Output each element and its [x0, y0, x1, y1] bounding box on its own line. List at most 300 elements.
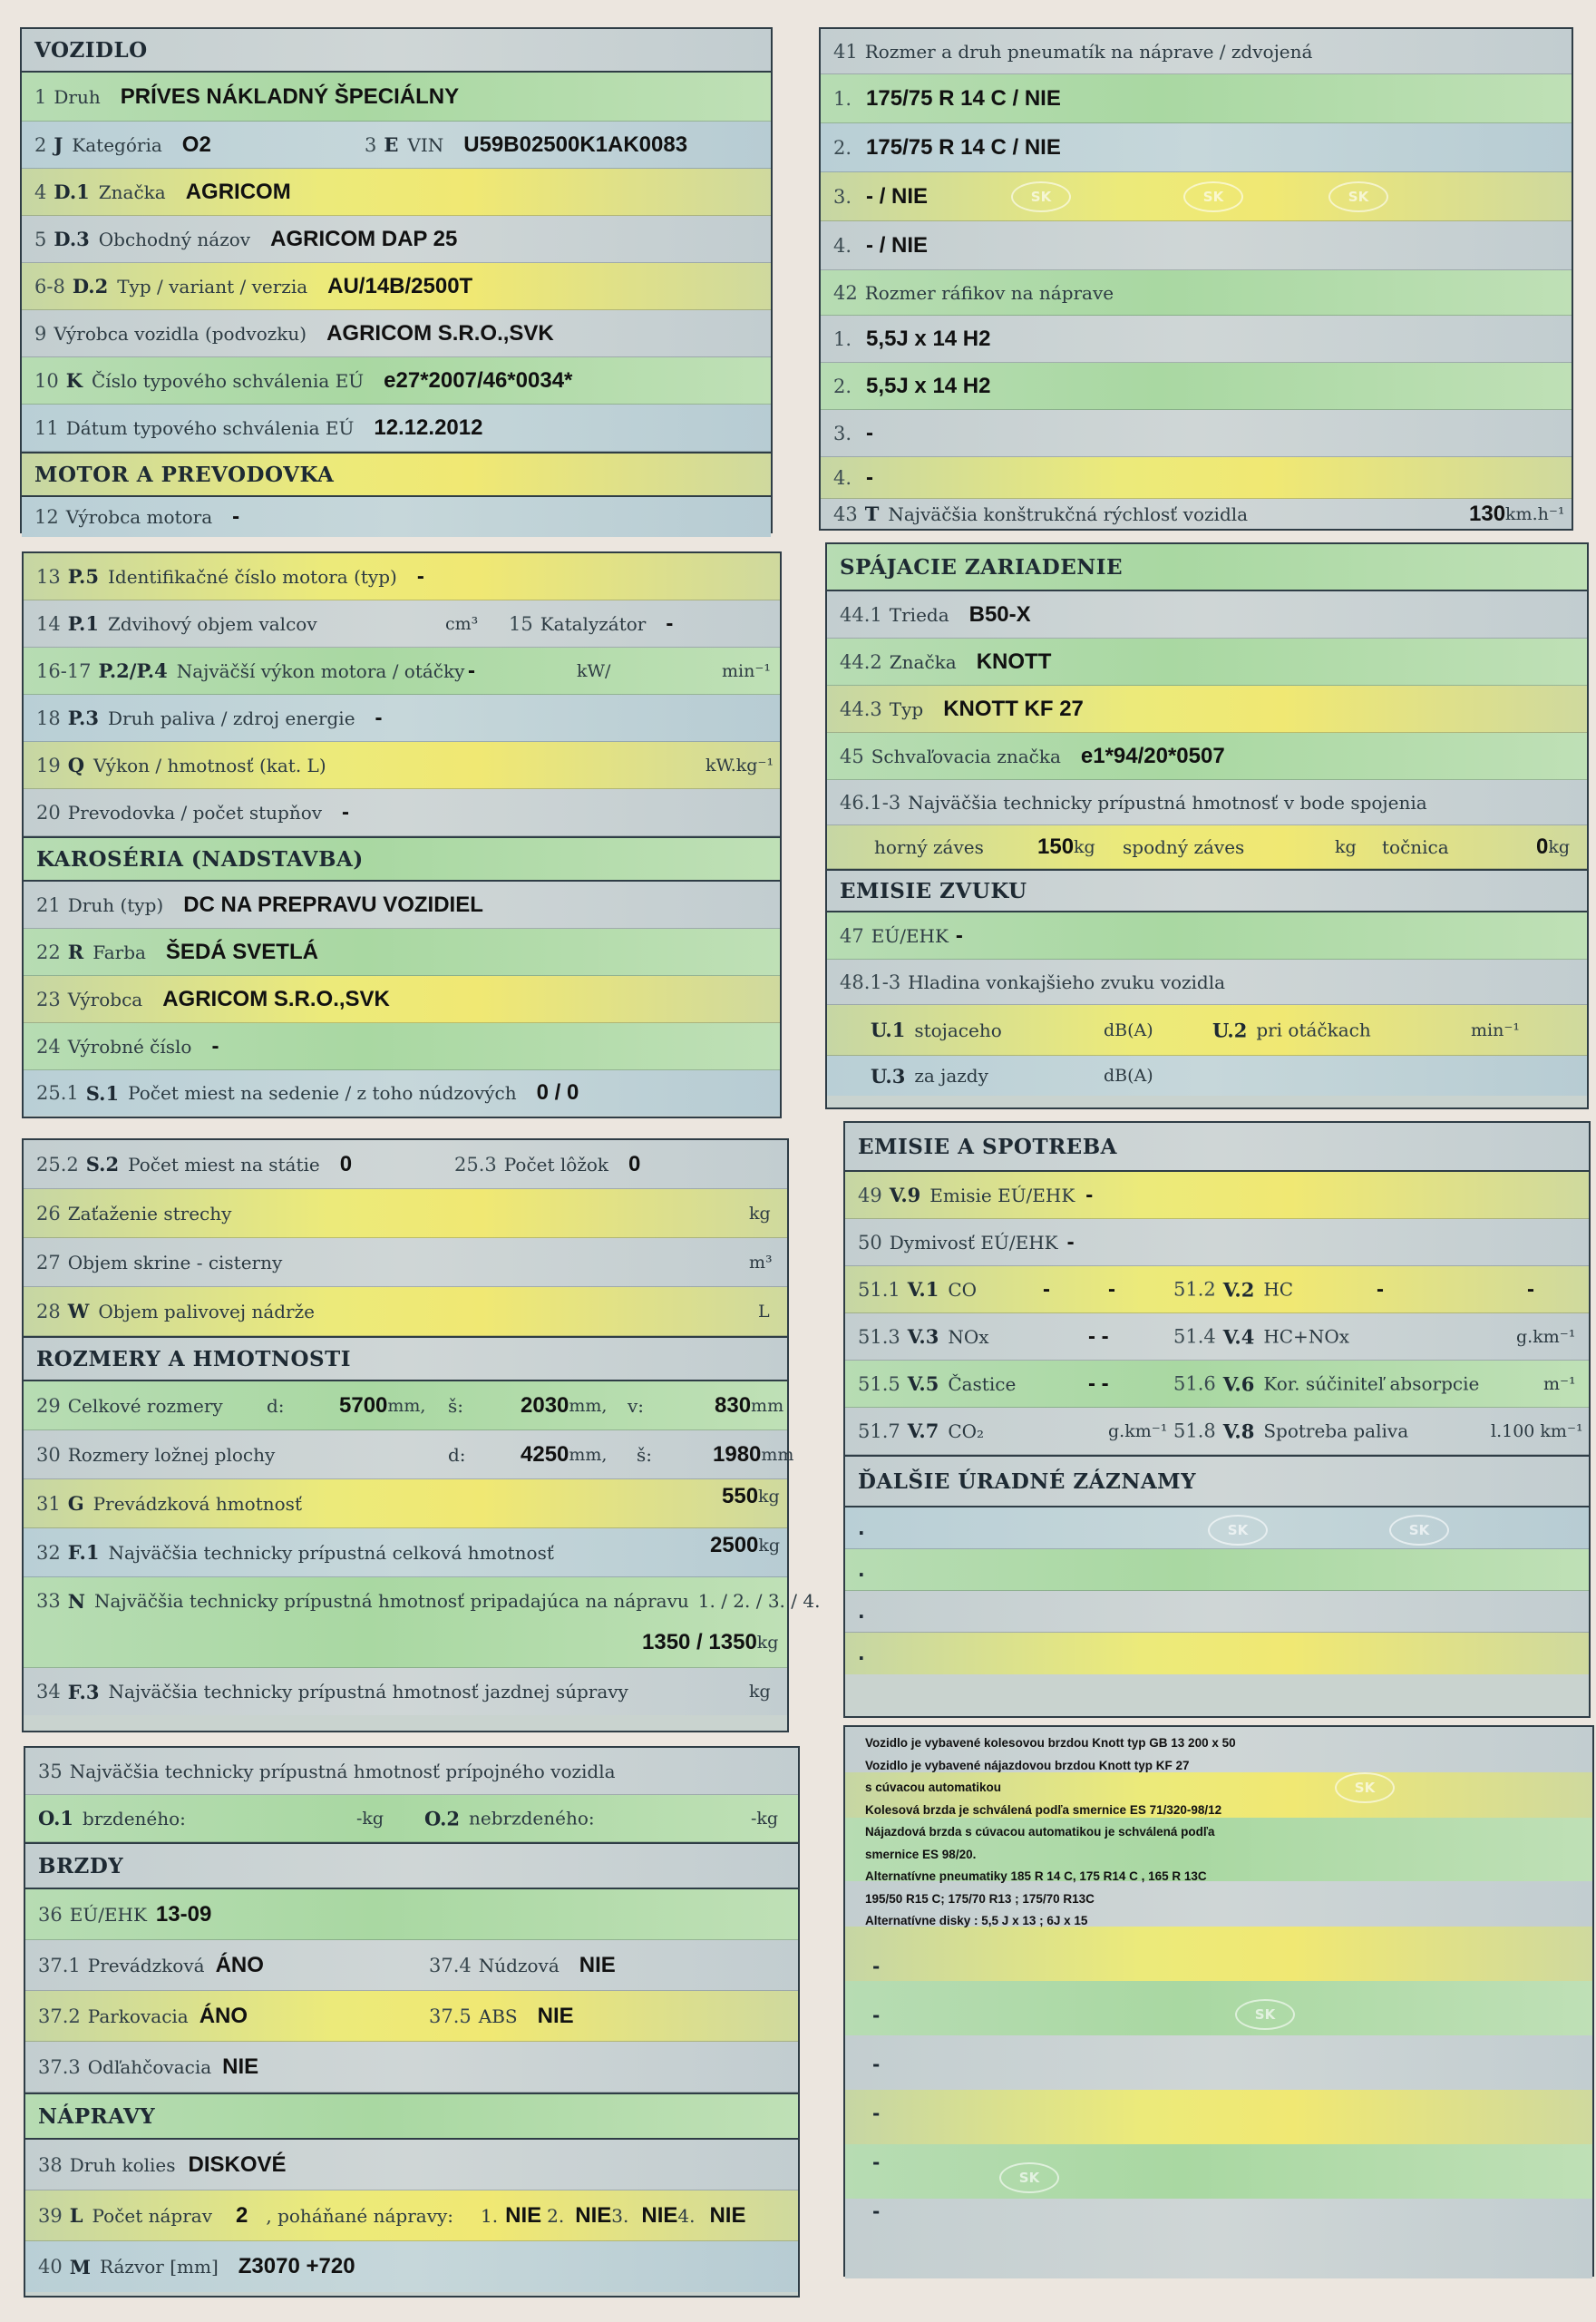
abs-group: [429, 2004, 574, 2029]
beds-value: 0: [628, 1151, 641, 1176]
field-number: 29: [36, 1394, 61, 1417]
field-number: 32: [36, 1541, 61, 1564]
field-number: 31: [36, 1492, 61, 1515]
row-u1: [827, 1005, 1587, 1056]
tyre-2-value: 175/75 R 14 C / NIE: [866, 134, 1061, 160]
field-code: V.8: [1222, 1420, 1255, 1442]
emergency-brake-value: NIE: [579, 1952, 616, 1977]
fifth-wheel-group: [1536, 834, 1570, 860]
tyre-row-3: [821, 172, 1572, 221]
field-code: K: [65, 369, 83, 392]
field-label: Rozmer a druh pneumatík na nápravе / zdvojená: [864, 40, 1313, 63]
field-number: 28: [36, 1300, 61, 1322]
row-40: [25, 2241, 798, 2292]
row-37-3: [25, 2042, 798, 2093]
unit-kg: kg: [756, 1633, 779, 1653]
field-label: Druh paliva / zdroj energie: [107, 707, 355, 729]
field-code: W: [67, 1300, 90, 1322]
row-13: [24, 553, 780, 600]
manufacturer-value: AGRICOM S.R.O.,SVK: [326, 320, 554, 346]
field-label: Schvaľovacia značka: [871, 745, 1061, 767]
field-number: 49: [858, 1184, 882, 1206]
row-38: [25, 2140, 798, 2190]
spajacie-header: [827, 544, 1587, 591]
zaznamy-header: [845, 1455, 1589, 1507]
approval-number-value: e27*2007/46*0034*: [384, 367, 573, 393]
field-label: Najväčšia technicky prípustná hmotnosť pripadajúca na nápravu: [93, 1590, 689, 1612]
field-code: S.2: [85, 1153, 120, 1176]
row-47: [827, 912, 1587, 960]
spajacie-panel: [825, 542, 1589, 1109]
make-value: AGRICOM: [185, 179, 291, 204]
axle-mass-value: 1350 / 1350: [642, 1630, 757, 1654]
field-number: 39: [38, 2204, 63, 2227]
brake-standard-value: 13-09: [155, 1901, 212, 1927]
field-number: 51.7: [858, 1420, 900, 1442]
field-code: V.7: [907, 1420, 939, 1442]
field-code: U.2: [1212, 1019, 1248, 1041]
field-label: Najväčšia technicky prípustná hmotnosť prípojného vozidla: [69, 1760, 616, 1782]
field-number: 47: [840, 924, 864, 947]
rim-row-4: [821, 457, 1572, 499]
row-o1: [25, 1795, 798, 1842]
note-line: smernice ES 98/20.: [865, 1847, 977, 1861]
field-label: za jazdy: [914, 1065, 988, 1087]
field-label: EÚ/EHK: [871, 924, 949, 947]
field-code: L: [69, 2204, 83, 2227]
field-number: 14: [36, 612, 61, 635]
note-line: Kolesová brzda je schválená podľa smernice ES 71/320-98/12: [865, 1802, 1222, 1817]
field-number: 46.1-3: [840, 791, 901, 814]
field-label: Núdzová: [478, 1954, 560, 1976]
field-code: V.9: [889, 1184, 921, 1206]
wheel-type-value: DISKOVÉ: [188, 2151, 287, 2177]
row-50: [845, 1219, 1589, 1266]
field-number: 1.: [833, 327, 852, 350]
row-29: [24, 1381, 787, 1430]
abs-value: NIE: [537, 2003, 574, 2028]
serial-value: -: [211, 1033, 219, 1059]
tyre-row-4: [821, 221, 1572, 270]
unit-mm: mm: [761, 1444, 794, 1465]
field-code: U.1: [871, 1019, 906, 1041]
field-number: 12: [34, 506, 59, 528]
approval-mark-value: e1*94/20*0507: [1080, 743, 1225, 768]
color-value: ŠEDÁ SVETLÁ: [165, 939, 318, 964]
field-code: D.2: [72, 275, 109, 298]
field-label: Kategória: [72, 133, 162, 156]
field-label: Počet náprav: [92, 2204, 213, 2227]
row-28: [24, 1287, 787, 1336]
category-value: O2: [181, 132, 211, 157]
spotreba-header: [845, 1123, 1589, 1172]
field-code: T: [864, 502, 880, 525]
field-code: V.5: [907, 1372, 939, 1395]
spotreba-panel: [843, 1121, 1591, 1718]
notes-panel: [843, 1725, 1594, 2277]
row-49: [845, 1172, 1589, 1219]
field-label: horný záves: [874, 835, 984, 858]
record-line-1: [845, 1507, 1589, 1549]
napravy-header: [25, 2093, 798, 2140]
vehicle-type-value: PRÍVES NÁKLADNÝ ŠPECIÁLNY: [120, 83, 460, 109]
field-label: Rázvor [mm]: [99, 2256, 219, 2278]
unit-kg: kg: [1335, 836, 1357, 857]
unit-dba: dB(A): [1104, 1020, 1153, 1040]
field-number: 3: [365, 133, 377, 156]
note-line: Nájazdová brzda s cúvacou automatikou je schválená podľa: [865, 1825, 1215, 1839]
row-42: [821, 270, 1572, 316]
row-41: [821, 29, 1572, 74]
field-label: Druh: [54, 85, 101, 108]
width-group: [521, 1393, 607, 1419]
field-number: 2.: [833, 136, 852, 159]
field-code: P.5: [67, 565, 99, 588]
note-line: 195/50 R15 C; 175/70 R13 ; 175/70 R13C: [865, 1891, 1095, 1906]
row-44-3: [827, 686, 1587, 733]
field-label: Farba: [92, 941, 146, 963]
field-number: 43: [833, 502, 858, 525]
note-dash: -: [872, 2151, 881, 2173]
record-line-3: [845, 1591, 1589, 1633]
row-32: [24, 1528, 787, 1577]
u2-group: [1212, 1019, 1371, 1041]
unit-mm: mm,: [387, 1395, 426, 1416]
field-code: P.1: [67, 612, 99, 635]
row-36: [25, 1889, 798, 1940]
catalyst-group: [509, 611, 673, 637]
retarder-value: NIE: [222, 2054, 259, 2079]
co-value: -: [1043, 1276, 1050, 1302]
field-label: Častice: [948, 1372, 1017, 1395]
note-dash: -: [872, 1956, 881, 1977]
field-number: 20: [36, 801, 61, 824]
field-label: HC: [1263, 1278, 1294, 1301]
field-label: Emisie EÚ/EHK: [929, 1184, 1075, 1206]
row-25-1: [24, 1070, 780, 1116]
field-label: pri otáčkach: [1256, 1019, 1371, 1041]
field-code: N: [67, 1590, 85, 1613]
rim-1-value: 5,5J x 14 H2: [866, 326, 991, 351]
field-label: Rozmer ráfikov na nápravе: [864, 281, 1114, 304]
field-label: Prevádzková hmotnosť: [92, 1492, 302, 1515]
field-label: Výrobca motora: [65, 506, 213, 528]
field-label: VIN: [407, 133, 444, 156]
field-number: 4.: [833, 234, 852, 257]
row-46-2: [827, 825, 1587, 869]
field-number: 11: [34, 416, 59, 439]
body-maker-value: AGRICOM S.R.O.,SVK: [162, 986, 390, 1011]
field-code: D.3: [54, 228, 90, 250]
field-label: Zdvihový objem valcov: [107, 612, 317, 635]
field-code: F.3: [67, 1680, 100, 1703]
field-label: Spotreba paliva: [1263, 1420, 1409, 1442]
field-number: 23: [36, 988, 61, 1010]
zaznamy-header-text: ĎALŠIE ÚRADNÉ ZÁZNAMY: [858, 1468, 1197, 1494]
field-label: Rozmery ložnej plochy: [67, 1443, 276, 1466]
row-51-5: [845, 1361, 1589, 1408]
unit-gkm: g.km⁻¹: [1108, 1420, 1168, 1441]
axle-2-value: NIE: [575, 2202, 612, 2228]
field-label: Počet miest na státie: [128, 1153, 320, 1176]
field-number: 6-8: [34, 275, 65, 298]
motor-header: [22, 452, 771, 497]
load-length-value: 4250: [521, 1441, 569, 1467]
row-19: [24, 742, 780, 789]
row-u3: [827, 1056, 1587, 1096]
field-label: Odľahčovacia: [87, 2055, 212, 2078]
tyre-row-1: [821, 74, 1572, 123]
unit-dba: dB(A): [1104, 1066, 1153, 1086]
body-type-value: DC NA PREPRAVU VOZIDIEL: [183, 892, 483, 917]
tyre-1-value: 175/75 R 14 C / NIE: [866, 85, 1061, 111]
mass-group: [710, 1533, 780, 1558]
field-number: 21: [36, 893, 61, 916]
field-number: 37.2: [38, 2005, 81, 2027]
field-number: 42: [833, 281, 858, 304]
row-48: [827, 960, 1587, 1005]
field-number: 51.8: [1173, 1420, 1216, 1442]
length-value: 5700: [339, 1392, 388, 1418]
field-number: 2: [34, 133, 47, 156]
rozmery-panel: [22, 1138, 821, 1732]
field-label: Najväčšia technicky prípustná hmotnosť v bode spojenia: [908, 791, 1427, 814]
row-44-2: [827, 639, 1587, 686]
axle-1-value: NIE: [505, 2202, 542, 2228]
karoseria-header: [24, 836, 780, 882]
spotreba-header-text: EMISIE A SPOTREBA: [858, 1134, 1117, 1159]
absorption-group: [1173, 1372, 1479, 1395]
length-label: d:: [448, 1443, 466, 1466]
field-number: 3.: [833, 185, 852, 208]
field-code: E: [384, 133, 399, 156]
field-code: J: [54, 133, 63, 156]
field-label: Identifikačné číslo motora (typ): [107, 565, 397, 588]
field-number: 19: [36, 754, 61, 776]
notes-text: [865, 1732, 1236, 1933]
unit-kg: kg: [1074, 836, 1095, 857]
sk-watermark-icon: SK: [1208, 1515, 1268, 1546]
sk-watermark-icon: SK: [1389, 1515, 1449, 1546]
field-code: M: [69, 2255, 91, 2278]
width-value: 2030: [521, 1392, 569, 1418]
napravy-header-text: NÁPRAVY: [38, 2103, 156, 2129]
row-44-1: [827, 591, 1587, 639]
gearbox-value: -: [342, 799, 350, 824]
row-1-druh: [22, 73, 771, 122]
field-code: P.2/P.4: [98, 659, 168, 682]
row-5-obchodny-nazov: [22, 216, 771, 263]
field-code: V.6: [1222, 1372, 1255, 1395]
wheelbase-value: Z3070 +720: [238, 2254, 355, 2278]
width-label: š:: [448, 1394, 464, 1417]
sk-watermark-icon: SK: [1183, 181, 1243, 212]
row-23: [24, 976, 780, 1023]
row-51-7: [845, 1408, 1589, 1455]
vozidlo-panel: [20, 27, 773, 533]
tyre-3-value: - / NIE: [866, 183, 929, 209]
field-number: 2.: [833, 375, 852, 397]
field-label: Typ / variant / verzia: [117, 275, 308, 298]
unit-kg: kg: [758, 1486, 780, 1507]
field-label: Kor. súčiniteľ absorpcie: [1263, 1372, 1480, 1395]
field-number: 48.1-3: [840, 971, 901, 993]
field-label: Celkové rozmery: [67, 1394, 223, 1417]
row-14: [24, 600, 780, 648]
field-label: Značka: [98, 180, 166, 203]
karoseria-header-text: KAROSÉRIA (NADSTAVBA): [36, 846, 364, 872]
unit-kw-kg: kW.kg⁻¹: [706, 755, 774, 776]
vozidlo-header: [22, 29, 771, 73]
length-label: d:: [267, 1394, 285, 1417]
record-dot: .: [858, 1643, 865, 1664]
field-label: Druh kolies: [69, 2153, 176, 2176]
note-line: Alternatívne disky : 5,5 J x 13 ; 6J x 15: [865, 1914, 1088, 1927]
field-number: 22: [36, 941, 61, 963]
field-number: 51.3: [858, 1325, 900, 1348]
unit-l-100km: l.100 km⁻¹: [1491, 1420, 1583, 1441]
trade-name-value: AGRICOM DAP 25: [270, 226, 458, 251]
field-number: 40: [38, 2256, 63, 2278]
operating-mass-value: 550: [722, 1483, 759, 1508]
catalyst-value: -: [666, 610, 674, 636]
sk-watermark-icon: SK: [1335, 1772, 1395, 1803]
nox-value: - -: [1088, 1323, 1109, 1349]
field-label: Zaťaženie strechy: [67, 1202, 232, 1224]
height-group: [715, 1393, 783, 1419]
note-line: Vozidlo je vybavené nájazdovou brzdou Knott typ KF 27: [865, 1758, 1190, 1772]
row-31: [24, 1479, 787, 1528]
field-number: 15: [509, 612, 533, 635]
emisie-zvuku-header: [827, 869, 1587, 912]
field-number: 5: [34, 228, 47, 250]
note-dash: -: [872, 2005, 881, 2026]
unit-kg: kg: [749, 1203, 771, 1224]
field-code: G: [67, 1492, 84, 1515]
field-label: točnica: [1382, 835, 1449, 858]
length-group: [339, 1393, 425, 1419]
field-code: U.3: [871, 1064, 906, 1088]
row-6-typ: [22, 263, 771, 310]
row-27: [24, 1238, 787, 1287]
field-number: 51.2: [1173, 1278, 1216, 1301]
note-line: Vozidlo je vybavené kolesovou brzdou Knott typ GB 13 200 x 50: [865, 1736, 1236, 1750]
note-dash: -: [872, 2054, 881, 2075]
hc-value: -: [1377, 1276, 1384, 1302]
row-12-vyrobca-motora: [22, 497, 771, 537]
rim-2-value: 5,5J x 14 H2: [866, 373, 991, 398]
row-26: [24, 1189, 787, 1238]
unit-m: m⁻¹: [1543, 1373, 1576, 1394]
field-number: 3.: [833, 422, 852, 444]
field-number: 44.2: [840, 650, 882, 673]
row-33: [24, 1577, 821, 1668]
field-number: 26: [36, 1202, 61, 1224]
field-number: 34: [36, 1681, 61, 1702]
field-number: 10: [34, 369, 59, 392]
emisie-zvuku-header-text: EMISIE ZVUKU: [840, 878, 1027, 903]
row-21: [24, 882, 780, 929]
engine-maker-value: -: [232, 504, 240, 529]
field-number: 1: [34, 85, 47, 108]
brzdy-header: [25, 1842, 798, 1889]
hcnox-group: [1173, 1325, 1349, 1348]
field-number: 4: [34, 180, 47, 203]
field-number: 24: [36, 1035, 61, 1058]
upper-hitch-value: 150: [1037, 834, 1075, 859]
field-number: 51.4: [1173, 1325, 1216, 1348]
field-code: S.1: [85, 1081, 120, 1105]
parking-brake-value: ÁNO: [199, 2003, 248, 2028]
field-label: HC+NOx: [1263, 1325, 1349, 1348]
field-label: Výkon / hmotnosť (kat. L): [93, 754, 326, 776]
field-label: Najväčšia technicky prípustná hmotnosť jazdnej súpravy: [108, 1681, 628, 1702]
smoke-value: -: [1066, 1229, 1075, 1254]
field-label: Najväčší výkon motora / otáčky: [176, 659, 465, 682]
field-label: Objem skrine - cisterny: [67, 1251, 283, 1273]
row-4-znacka: [22, 169, 771, 216]
seats-value: 0 / 0: [536, 1080, 579, 1105]
unit-m3: m³: [749, 1252, 773, 1273]
unit-cm3: cm³: [445, 613, 479, 634]
axle-count-value: 2: [236, 2202, 248, 2228]
row-10-schvalenie: [22, 357, 771, 405]
axle-3-label: 3.: [611, 2204, 629, 2227]
hc-value-2: -: [1527, 1276, 1534, 1302]
axle-1-label: 1.: [481, 2204, 499, 2227]
field-number: 50: [858, 1231, 882, 1254]
coupling-make-value: KNOTT: [976, 649, 1052, 674]
width-label: š:: [637, 1443, 653, 1466]
unbraked-group: [424, 1807, 595, 1829]
field-number: 36: [38, 1903, 63, 1926]
co-value-2: -: [1108, 1276, 1115, 1302]
field-label: Najväčšia technicky prípustná celková hmotnosť: [108, 1541, 554, 1564]
emergency-group: [429, 1953, 616, 1978]
unit-kg: kg: [1548, 836, 1571, 857]
unit-kg: -kg: [356, 1808, 384, 1829]
field-label: Prevádzková: [87, 1954, 205, 1976]
field-code: O.1: [38, 1807, 73, 1829]
field-label: Obchodný názov: [98, 228, 251, 250]
rim-row-1: [821, 316, 1572, 363]
field-number: 25.1: [36, 1082, 79, 1104]
row-34: [24, 1668, 787, 1715]
hc-group: [1173, 1278, 1293, 1301]
row-30: [24, 1430, 794, 1479]
record-line-2: [845, 1549, 1589, 1591]
field-code: V.2: [1222, 1278, 1255, 1301]
noise-standard-value: -: [955, 922, 963, 948]
record-dot: .: [858, 1558, 865, 1581]
emission-value: -: [1085, 1182, 1094, 1207]
field-label: Trieda: [889, 603, 949, 626]
field-number: 51.6: [1173, 1372, 1216, 1395]
field-number: 51.1: [858, 1278, 900, 1301]
field-number: 37.1: [38, 1954, 81, 1976]
field-number: 18: [36, 707, 61, 729]
row-24: [24, 1023, 780, 1070]
field-number: 41: [833, 40, 858, 63]
axle-4-label: 4.: [677, 2204, 696, 2227]
motor-header-text: MOTOR A PREVODOVKA: [34, 462, 335, 487]
rozmery-header: [24, 1336, 787, 1381]
upper-hitch-group: [1037, 834, 1095, 860]
fuel-value: -: [375, 705, 383, 730]
max-speed-value: 130: [1469, 501, 1506, 526]
field-label: Najväčšia konštrukčná rýchlosť vozidla: [888, 502, 1249, 525]
field-label: Dymivosť EÚ/EHK: [889, 1231, 1058, 1254]
